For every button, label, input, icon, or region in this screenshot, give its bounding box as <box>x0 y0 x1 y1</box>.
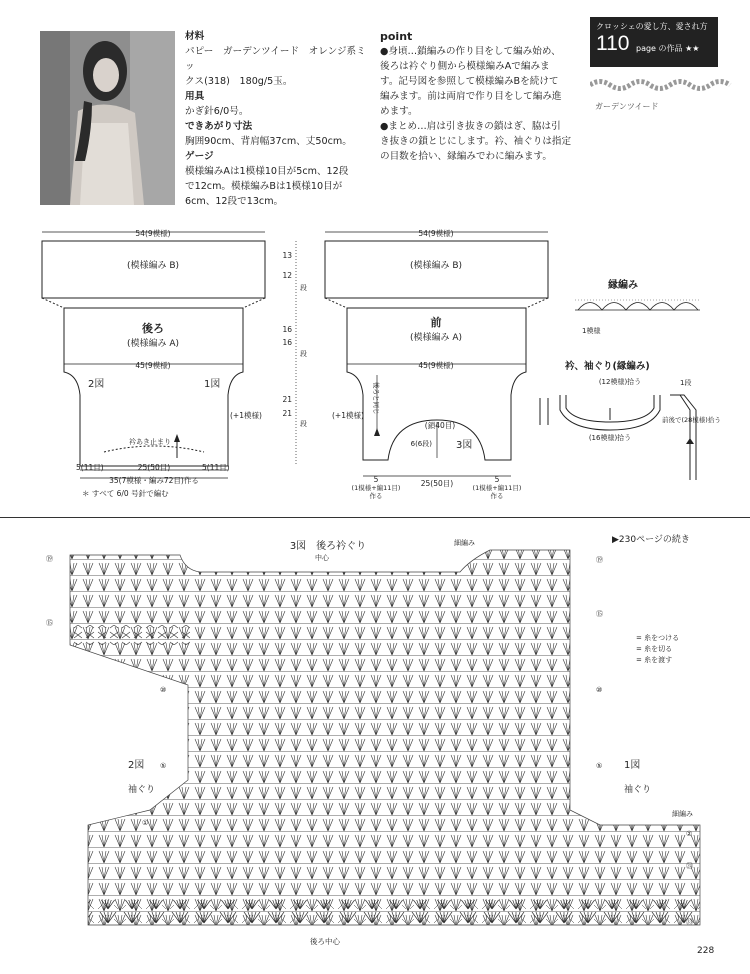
stitch-chart <box>0 520 750 974</box>
chart-fig1: 1図 <box>624 760 641 771</box>
front-dim-6: 6(6段) <box>410 440 432 448</box>
height-16b: 16 <box>282 338 292 347</box>
front-make-left: 作る <box>369 492 383 500</box>
back-pattern-a: (模様編み A) <box>126 339 180 349</box>
row-2-right: ② <box>686 830 693 838</box>
badge-number: 110 <box>596 32 630 55</box>
row-33-right: ㉝ <box>686 918 693 926</box>
edging-pick-28: 前後で(28模様)拾う <box>662 416 721 424</box>
front-pattern-b: (模様編み B) <box>409 261 463 271</box>
row-5-right: ⑤ <box>596 762 603 770</box>
dim-35: 35(7模様・編み72目)作る <box>109 476 199 485</box>
point-line: 後ろは衿ぐり側から模様編みAで編みま <box>380 61 550 72</box>
row-10-right: ⑩ <box>596 686 603 694</box>
row-1-left: ① <box>142 819 149 827</box>
back-top-width: 54(9模様) <box>135 229 171 238</box>
front-back-same: 後ろと同じ <box>372 382 380 415</box>
gauge-line-1: 模様編みAは1模様10目が5cm、12段 <box>185 166 349 177</box>
front-arrow-icon <box>374 428 380 436</box>
edging-one-pattern: 1模様 <box>582 327 601 335</box>
front-dim-25: 25(50目) <box>420 479 454 488</box>
row-19-right: ⑲ <box>596 556 603 564</box>
size-heading: できあがり寸法 <box>185 121 253 132</box>
front-fig3: 3図 <box>456 440 473 451</box>
front-1pat-right: (1模様+編11目) <box>472 484 522 492</box>
edging-pick-12: (12模様)拾う <box>598 378 642 386</box>
back-fig2: 2図 <box>88 379 105 390</box>
height-16a: 16 <box>282 325 292 334</box>
point-line: 編みます。前は両肩で作り目をして編み進 <box>380 91 562 102</box>
edging-title: 縁編み <box>608 280 638 291</box>
chart-sleeve-right: 袖ぐり <box>624 785 652 795</box>
gauge-line-3: 6cm、12段で13cm。 <box>185 196 284 207</box>
chart-fig2: 2図 <box>128 760 145 771</box>
back-title: 後ろ <box>142 322 164 335</box>
chart-center: 中心 <box>315 554 329 562</box>
height-21b: 21 <box>282 409 292 418</box>
chart-continued: ▶230ページの続き <box>612 535 690 545</box>
point-line: めます。 <box>380 106 418 117</box>
dim-5-right: 5(11目) <box>202 463 230 472</box>
chart-chain-right: 細編み <box>672 810 693 818</box>
height-13: 13 <box>282 251 292 260</box>
materials-heading: 材料 <box>185 31 205 42</box>
point-line: す。記号図を参照して模様編みBを続けて <box>380 76 559 87</box>
height-dan-2: 段 <box>300 350 307 358</box>
materials-line-1: パピー ガーデンツイード オレンジ系ミッ <box>185 46 366 72</box>
height-21a: 21 <box>282 395 292 404</box>
tools-text: かぎ針6/0号。 <box>185 106 249 117</box>
front-1pat-left: (1模様+編11目) <box>351 484 401 492</box>
chart-chain-top: 細編み <box>454 539 475 547</box>
materials-section <box>185 29 370 209</box>
front-title: 前 <box>430 316 442 329</box>
section-divider <box>0 517 750 518</box>
model-photo <box>40 31 175 205</box>
yarn-label: ガーデンツイード <box>595 102 659 111</box>
front-pattern-a: (模様編み A) <box>409 333 463 343</box>
front-neck-40: (鎖40目) <box>424 421 456 430</box>
edging-title-2: 衿、袖ぐり(縁編み) <box>565 361 650 372</box>
dim-25: 25(50目) <box>137 463 171 472</box>
edging-rows-1: 1段 <box>680 379 692 387</box>
materials-line-2: クス(318) 180g/5玉。 <box>185 76 293 87</box>
point-line: ●身頃…鎖編みの作り目をして編み始め、 <box>380 46 561 57</box>
point-heading: point <box>380 30 413 43</box>
model-silhouette <box>40 31 175 205</box>
row-24-right: ㉔ <box>686 862 693 870</box>
row-19-left: ⑲ <box>46 555 53 563</box>
front-top-width: 54(9模様) <box>418 229 454 238</box>
neck-stop-arrow-icon <box>174 434 180 442</box>
chart-back-center: 後ろ中心 <box>310 937 340 946</box>
gauge-heading: ゲージ <box>185 151 214 162</box>
edge-arrow-icon <box>686 438 694 444</box>
pattern-badge <box>590 17 718 67</box>
back-fig1: 1図 <box>204 379 221 390</box>
size-text: 胸囲90cm、背肩幅37cm、丈50cm。 <box>185 136 352 147</box>
edging-pick-16: (16模様)拾う <box>588 434 632 442</box>
point-section <box>380 29 580 164</box>
point-line: の目数を拾い、縁編みでわに編みます。 <box>380 151 552 162</box>
front-dim-5-left: 5 <box>373 475 379 484</box>
point-line: ●まとめ…肩は引き抜きの鎖はぎ、脇は引 <box>380 121 561 132</box>
chart-sleeve-left: 袖ぐり <box>128 785 156 795</box>
badge-title: クロッシェの愛し方、愛され方 <box>596 22 708 31</box>
legend-attach: = 糸をつける <box>636 634 680 642</box>
legend-carry: = 糸を渡す <box>636 656 673 664</box>
back-width-45: 45(9模様) <box>135 361 171 370</box>
point-line: き抜きの鎖とじにします。衿、袖ぐりは指定 <box>380 136 572 147</box>
yarn-sample-icon <box>590 70 740 100</box>
height-12: 12 <box>282 271 292 280</box>
row-15-right: ⑮ <box>596 610 603 618</box>
front-make-right: 作る <box>490 492 504 500</box>
row-10-left: ⑩ <box>160 686 167 694</box>
height-dan-3: 段 <box>300 420 307 428</box>
page-number: 228 <box>697 946 715 956</box>
chart-title: 3図 後ろ衿ぐり <box>289 541 367 552</box>
back-pattern-b: (模様編み B) <box>126 261 180 271</box>
legend-cut: = 糸を切る <box>636 645 673 653</box>
note-needle: ＊ すべて 6/0 号針で編む <box>82 489 169 498</box>
height-dan-1: 段 <box>300 284 307 292</box>
gauge-line-2: で12cm。模様編みBは1模様10目が <box>185 181 343 192</box>
row-15-left: ⑮ <box>46 619 53 627</box>
row-5-left: ⑤ <box>160 762 167 770</box>
back-plus1: (+1模様) <box>230 411 262 420</box>
neck-start-label: 衿あき止まり <box>129 438 171 446</box>
front-width-45: 45(9模様) <box>418 361 454 370</box>
tools-heading: 用具 <box>185 91 205 102</box>
front-plus1: (+1模様) <box>332 411 364 420</box>
dim-5-left: 5(11目) <box>76 463 104 472</box>
front-dim-5-right: 5 <box>494 475 500 484</box>
badge-page: page の作品 ★★ <box>636 44 700 53</box>
schematic-diagram <box>0 215 750 515</box>
